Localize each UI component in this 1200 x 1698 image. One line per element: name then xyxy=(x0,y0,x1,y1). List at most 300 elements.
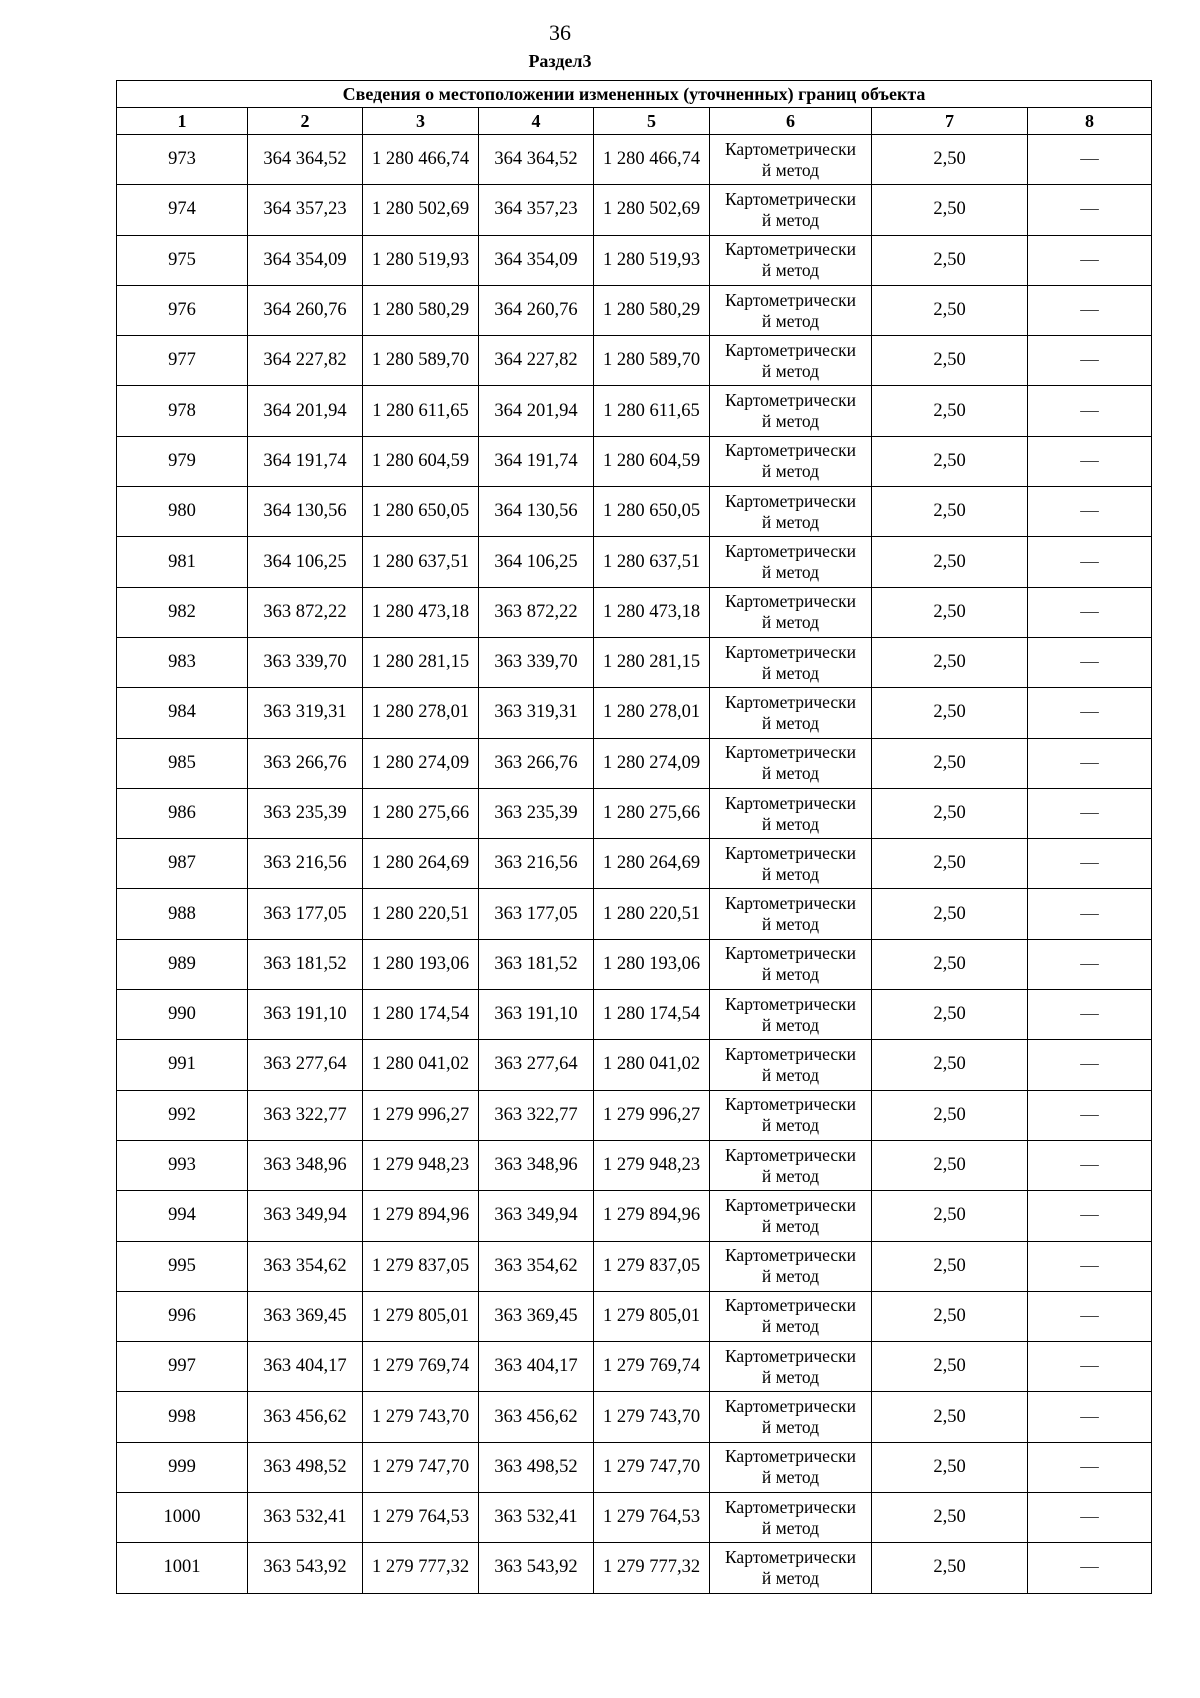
table-row xyxy=(117,1291,1152,1341)
accuracy-cell: 2,50 xyxy=(872,487,1028,537)
description-cell: — xyxy=(1028,738,1152,788)
table-caption: Сведения о местоположении измененных (уточненных) границ объекта xyxy=(117,81,1152,108)
accuracy-cell: 2,50 xyxy=(872,738,1028,788)
x-old-cell: 364 130,56 xyxy=(248,487,363,537)
page-number: 36 xyxy=(549,20,571,45)
accuracy-cell: 2,50 xyxy=(872,537,1028,587)
description-cell: — xyxy=(1028,436,1152,486)
table-row xyxy=(117,1392,1152,1442)
table-row xyxy=(117,939,1152,989)
y-old-cell: 1 279 769,74 xyxy=(363,1342,479,1392)
x-new-cell: 364 357,23 xyxy=(479,185,594,235)
point-number-cell: 981 xyxy=(117,537,248,587)
method-cell xyxy=(710,839,872,889)
method-text-line: Картометрически xyxy=(724,993,857,1014)
description-cell: — xyxy=(1028,637,1152,687)
y-new-cell: 1 279 894,96 xyxy=(594,1191,710,1241)
x-new-cell: 363 191,10 xyxy=(479,990,594,1040)
column-header-3: 3 xyxy=(363,108,479,135)
y-new-cell: 1 280 174,54 xyxy=(594,990,710,1040)
x-new-cell: 363 498,52 xyxy=(479,1442,594,1492)
method-cell xyxy=(710,990,872,1040)
method-cell xyxy=(710,1191,872,1241)
y-new-cell: 1 280 041,02 xyxy=(594,1040,710,1090)
table-row xyxy=(117,285,1152,335)
y-new-cell: 1 279 769,74 xyxy=(594,1342,710,1392)
method-text-line: Картометрически xyxy=(724,1345,857,1366)
method-text-line: й метод xyxy=(761,411,820,432)
table-row xyxy=(117,839,1152,889)
method-text-line: й метод xyxy=(761,1517,820,1538)
x-new-cell: 363 216,56 xyxy=(479,839,594,889)
y-old-cell: 1 279 764,53 xyxy=(363,1493,479,1543)
method-text-line: й метод xyxy=(761,1064,820,1085)
accuracy-cell: 2,50 xyxy=(872,990,1028,1040)
method-cell xyxy=(710,1442,872,1492)
table-row xyxy=(117,990,1152,1040)
method-text-line: Картометрически xyxy=(724,138,857,159)
method-cell xyxy=(710,688,872,738)
method-text-line: й метод xyxy=(761,813,820,834)
y-old-cell: 1 279 777,32 xyxy=(363,1543,479,1593)
method-text-line: Картометрически xyxy=(724,1094,857,1115)
accuracy-cell: 2,50 xyxy=(872,1191,1028,1241)
point-number-cell: 987 xyxy=(117,839,248,889)
method-text-line: й метод xyxy=(761,1266,820,1287)
y-old-cell: 1 280 278,01 xyxy=(363,688,479,738)
x-new-cell: 363 319,31 xyxy=(479,688,594,738)
point-number-cell: 993 xyxy=(117,1140,248,1190)
point-number-cell: 986 xyxy=(117,788,248,838)
x-old-cell: 363 235,39 xyxy=(248,788,363,838)
description-cell: — xyxy=(1028,939,1152,989)
y-new-cell: 1 280 193,06 xyxy=(594,939,710,989)
y-new-cell: 1 280 650,05 xyxy=(594,487,710,537)
column-header-1: 1 xyxy=(117,108,248,135)
x-old-cell: 364 260,76 xyxy=(248,285,363,335)
method-text-line: й метод xyxy=(761,1366,820,1387)
method-text-line: й метод xyxy=(761,511,820,532)
y-old-cell: 1 280 604,59 xyxy=(363,436,479,486)
method-text-line: Картометрически xyxy=(724,1546,857,1567)
method-text-line: й метод xyxy=(761,1215,820,1236)
y-new-cell: 1 280 604,59 xyxy=(594,436,710,486)
method-text-line: Картометрически xyxy=(724,289,857,310)
x-old-cell: 363 191,10 xyxy=(248,990,363,1040)
description-cell: — xyxy=(1028,1493,1152,1543)
method-text-line: Картометрически xyxy=(724,742,857,763)
accuracy-cell: 2,50 xyxy=(872,688,1028,738)
x-old-cell: 364 364,52 xyxy=(248,135,363,185)
table-row xyxy=(117,1493,1152,1543)
description-cell: — xyxy=(1028,1040,1152,1090)
description-cell: — xyxy=(1028,788,1152,838)
method-text-line: й метод xyxy=(761,712,820,733)
accuracy-cell: 2,50 xyxy=(872,1493,1028,1543)
description-cell: — xyxy=(1028,336,1152,386)
description-cell: — xyxy=(1028,1342,1152,1392)
x-new-cell: 364 227,82 xyxy=(479,336,594,386)
x-old-cell: 363 339,70 xyxy=(248,637,363,687)
point-number-cell: 1001 xyxy=(117,1543,248,1593)
method-text-line: Картометрически xyxy=(724,541,857,562)
table-row xyxy=(117,688,1152,738)
description-cell: — xyxy=(1028,1090,1152,1140)
method-cell xyxy=(710,889,872,939)
method-text-line: й метод xyxy=(761,914,820,935)
accuracy-cell: 2,50 xyxy=(872,1392,1028,1442)
x-new-cell: 363 543,92 xyxy=(479,1543,594,1593)
method-cell xyxy=(710,738,872,788)
y-old-cell: 1 279 805,01 xyxy=(363,1291,479,1341)
x-old-cell: 363 322,77 xyxy=(248,1090,363,1140)
x-old-cell: 364 106,25 xyxy=(248,537,363,587)
table-row xyxy=(117,1140,1152,1190)
x-old-cell: 363 349,94 xyxy=(248,1191,363,1241)
method-text-line: Картометрически xyxy=(724,943,857,964)
column-header-7: 7 xyxy=(872,108,1028,135)
accuracy-cell: 2,50 xyxy=(872,386,1028,436)
method-text-line: Картометрически xyxy=(724,339,857,360)
y-new-cell: 1 280 278,01 xyxy=(594,688,710,738)
x-old-cell: 363 369,45 xyxy=(248,1291,363,1341)
description-cell: — xyxy=(1028,688,1152,738)
point-number-cell: 975 xyxy=(117,235,248,285)
x-new-cell: 363 532,41 xyxy=(479,1493,594,1543)
method-cell xyxy=(710,587,872,637)
y-old-cell: 1 280 650,05 xyxy=(363,487,479,537)
x-old-cell: 363 456,62 xyxy=(248,1392,363,1442)
description-cell: — xyxy=(1028,235,1152,285)
x-new-cell: 364 191,74 xyxy=(479,436,594,486)
y-new-cell: 1 280 502,69 xyxy=(594,185,710,235)
column-header-5: 5 xyxy=(594,108,710,135)
method-text-line: Картометрически xyxy=(724,1144,857,1165)
method-cell xyxy=(710,235,872,285)
table-row xyxy=(117,587,1152,637)
y-new-cell: 1 279 747,70 xyxy=(594,1442,710,1492)
y-new-cell: 1 279 996,27 xyxy=(594,1090,710,1140)
point-number-cell: 991 xyxy=(117,1040,248,1090)
description-cell: — xyxy=(1028,1291,1152,1341)
y-new-cell: 1 279 777,32 xyxy=(594,1543,710,1593)
y-old-cell: 1 279 837,05 xyxy=(363,1241,479,1291)
column-header-row xyxy=(117,108,1152,135)
method-text-line: Картометрически xyxy=(724,591,857,612)
method-text-line: Картометрически xyxy=(724,239,857,260)
table-row xyxy=(117,889,1152,939)
method-text-line: й метод xyxy=(761,310,820,331)
accuracy-cell: 2,50 xyxy=(872,1040,1028,1090)
point-number-cell: 977 xyxy=(117,336,248,386)
method-cell xyxy=(710,285,872,335)
method-text-line: й метод xyxy=(761,461,820,482)
x-new-cell: 363 235,39 xyxy=(479,788,594,838)
method-text-line: Картометрически xyxy=(724,641,857,662)
y-new-cell: 1 280 466,74 xyxy=(594,135,710,185)
column-header-2: 2 xyxy=(248,108,363,135)
x-new-cell: 364 106,25 xyxy=(479,537,594,587)
x-new-cell: 364 364,52 xyxy=(479,135,594,185)
x-old-cell: 363 216,56 xyxy=(248,839,363,889)
y-new-cell: 1 279 805,01 xyxy=(594,1291,710,1341)
method-text-line: Картометрически xyxy=(724,792,857,813)
description-cell: — xyxy=(1028,1543,1152,1593)
y-old-cell: 1 280 275,66 xyxy=(363,788,479,838)
y-old-cell: 1 279 996,27 xyxy=(363,1090,479,1140)
x-new-cell: 363 349,94 xyxy=(479,1191,594,1241)
method-cell xyxy=(710,1493,872,1543)
y-new-cell: 1 279 948,23 xyxy=(594,1140,710,1190)
method-cell xyxy=(710,788,872,838)
method-text-line: й метод xyxy=(761,612,820,633)
section-title: Раздел3 xyxy=(528,51,592,71)
point-number-cell: 997 xyxy=(117,1342,248,1392)
point-number-cell: 989 xyxy=(117,939,248,989)
y-new-cell: 1 279 837,05 xyxy=(594,1241,710,1291)
description-cell: — xyxy=(1028,587,1152,637)
y-old-cell: 1 280 473,18 xyxy=(363,587,479,637)
method-text-line: й метод xyxy=(761,562,820,583)
y-new-cell: 1 280 281,15 xyxy=(594,637,710,687)
method-cell xyxy=(710,1040,872,1090)
table-row xyxy=(117,537,1152,587)
x-old-cell: 363 181,52 xyxy=(248,939,363,989)
y-old-cell: 1 280 041,02 xyxy=(363,1040,479,1090)
point-number-cell: 996 xyxy=(117,1291,248,1341)
method-text-line: Картометрически xyxy=(724,1396,857,1417)
x-old-cell: 364 201,94 xyxy=(248,386,363,436)
x-old-cell: 363 348,96 xyxy=(248,1140,363,1190)
y-old-cell: 1 280 220,51 xyxy=(363,889,479,939)
point-number-cell: 988 xyxy=(117,889,248,939)
x-old-cell: 363 354,62 xyxy=(248,1241,363,1291)
x-new-cell: 363 266,76 xyxy=(479,738,594,788)
x-old-cell: 364 227,82 xyxy=(248,336,363,386)
method-text-line: Картометрически xyxy=(724,893,857,914)
y-new-cell: 1 280 264,69 xyxy=(594,839,710,889)
point-number-cell: 994 xyxy=(117,1191,248,1241)
accuracy-cell: 2,50 xyxy=(872,436,1028,486)
table-row xyxy=(117,1040,1152,1090)
description-cell: — xyxy=(1028,386,1152,436)
y-old-cell: 1 279 747,70 xyxy=(363,1442,479,1492)
x-old-cell: 363 543,92 xyxy=(248,1543,363,1593)
method-text-line: й метод xyxy=(761,1567,820,1588)
method-text-line: Картометрически xyxy=(724,1446,857,1467)
description-cell: — xyxy=(1028,1442,1152,1492)
method-cell xyxy=(710,637,872,687)
accuracy-cell: 2,50 xyxy=(872,839,1028,889)
method-text-line: Картометрически xyxy=(724,1043,857,1064)
method-cell xyxy=(710,185,872,235)
method-text-line: Картометрически xyxy=(724,440,857,461)
accuracy-cell: 2,50 xyxy=(872,1342,1028,1392)
accuracy-cell: 2,50 xyxy=(872,1543,1028,1593)
point-number-cell: 985 xyxy=(117,738,248,788)
table-row xyxy=(117,637,1152,687)
x-new-cell: 363 369,45 xyxy=(479,1291,594,1341)
point-number-cell: 995 xyxy=(117,1241,248,1291)
method-text-line: Картометрически xyxy=(724,1194,857,1215)
x-new-cell: 363 177,05 xyxy=(479,889,594,939)
y-new-cell: 1 280 611,65 xyxy=(594,386,710,436)
accuracy-cell: 2,50 xyxy=(872,185,1028,235)
table-row xyxy=(117,1442,1152,1492)
y-new-cell: 1 280 519,93 xyxy=(594,235,710,285)
table-row xyxy=(117,235,1152,285)
y-old-cell: 1 280 519,93 xyxy=(363,235,479,285)
method-text-line: Картометрически xyxy=(724,390,857,411)
y-old-cell: 1 280 174,54 xyxy=(363,990,479,1040)
y-old-cell: 1 280 589,70 xyxy=(363,336,479,386)
x-new-cell: 363 339,70 xyxy=(479,637,594,687)
y-old-cell: 1 280 637,51 xyxy=(363,537,479,587)
method-cell xyxy=(710,487,872,537)
x-new-cell: 363 354,62 xyxy=(479,1241,594,1291)
x-old-cell: 363 404,17 xyxy=(248,1342,363,1392)
table-row xyxy=(117,788,1152,838)
accuracy-cell: 2,50 xyxy=(872,235,1028,285)
point-number-cell: 1000 xyxy=(117,1493,248,1543)
y-old-cell: 1 280 264,69 xyxy=(363,839,479,889)
table-row xyxy=(117,336,1152,386)
method-cell xyxy=(710,436,872,486)
y-new-cell: 1 280 637,51 xyxy=(594,537,710,587)
point-number-cell: 983 xyxy=(117,637,248,687)
method-text-line: Картометрически xyxy=(724,691,857,712)
y-old-cell: 1 280 281,15 xyxy=(363,637,479,687)
method-cell xyxy=(710,386,872,436)
method-text-line: Картометрически xyxy=(724,188,857,209)
method-text-line: й метод xyxy=(761,1417,820,1438)
description-cell: — xyxy=(1028,1392,1152,1442)
method-cell xyxy=(710,1291,872,1341)
description-cell: — xyxy=(1028,537,1152,587)
table-row xyxy=(117,1543,1152,1593)
x-new-cell: 364 201,94 xyxy=(479,386,594,436)
boundary-coordinates-table xyxy=(116,80,1152,1594)
x-new-cell: 364 354,09 xyxy=(479,235,594,285)
x-old-cell: 364 354,09 xyxy=(248,235,363,285)
x-new-cell: 364 130,56 xyxy=(479,487,594,537)
x-old-cell: 363 319,31 xyxy=(248,688,363,738)
y-new-cell: 1 280 220,51 xyxy=(594,889,710,939)
description-cell: — xyxy=(1028,1140,1152,1190)
method-text-line: Картометрически xyxy=(724,842,857,863)
description-cell: — xyxy=(1028,285,1152,335)
method-text-line: й метод xyxy=(761,964,820,985)
accuracy-cell: 2,50 xyxy=(872,587,1028,637)
x-old-cell: 363 872,22 xyxy=(248,587,363,637)
method-text-line: й метод xyxy=(761,1316,820,1337)
accuracy-cell: 2,50 xyxy=(872,1140,1028,1190)
method-cell xyxy=(710,135,872,185)
x-old-cell: 363 266,76 xyxy=(248,738,363,788)
point-number-cell: 984 xyxy=(117,688,248,738)
column-header-6: 6 xyxy=(710,108,872,135)
table-row xyxy=(117,185,1152,235)
method-text-line: й метод xyxy=(761,209,820,230)
accuracy-cell: 2,50 xyxy=(872,336,1028,386)
accuracy-cell: 2,50 xyxy=(872,135,1028,185)
point-number-cell: 973 xyxy=(117,135,248,185)
method-cell xyxy=(710,336,872,386)
method-text-line: й метод xyxy=(761,360,820,381)
table-row xyxy=(117,1241,1152,1291)
table-body xyxy=(117,135,1152,1594)
table-row xyxy=(117,1090,1152,1140)
method-text-line: й метод xyxy=(761,863,820,884)
y-new-cell: 1 279 743,70 xyxy=(594,1392,710,1442)
accuracy-cell: 2,50 xyxy=(872,637,1028,687)
y-new-cell: 1 280 473,18 xyxy=(594,587,710,637)
point-number-cell: 998 xyxy=(117,1392,248,1442)
y-new-cell: 1 280 275,66 xyxy=(594,788,710,838)
method-cell xyxy=(710,1543,872,1593)
table-row xyxy=(117,436,1152,486)
method-cell xyxy=(710,537,872,587)
description-cell: — xyxy=(1028,889,1152,939)
method-text-line: й метод xyxy=(761,260,820,281)
x-old-cell: 363 532,41 xyxy=(248,1493,363,1543)
table-row xyxy=(117,1191,1152,1241)
y-old-cell: 1 279 743,70 xyxy=(363,1392,479,1442)
accuracy-cell: 2,50 xyxy=(872,1291,1028,1341)
column-header-8: 8 xyxy=(1028,108,1152,135)
point-number-cell: 976 xyxy=(117,285,248,335)
method-text-line: Картометрически xyxy=(724,1496,857,1517)
description-cell: — xyxy=(1028,1191,1152,1241)
method-text-line: й метод xyxy=(761,1467,820,1488)
y-new-cell: 1 280 580,29 xyxy=(594,285,710,335)
x-new-cell: 363 872,22 xyxy=(479,587,594,637)
x-new-cell: 363 348,96 xyxy=(479,1140,594,1190)
method-text-line: й метод xyxy=(761,1115,820,1136)
description-cell: — xyxy=(1028,185,1152,235)
column-header-4: 4 xyxy=(479,108,594,135)
method-cell xyxy=(710,1140,872,1190)
point-number-cell: 980 xyxy=(117,487,248,537)
accuracy-cell: 2,50 xyxy=(872,889,1028,939)
y-old-cell: 1 279 948,23 xyxy=(363,1140,479,1190)
method-text-line: й метод xyxy=(761,159,820,180)
method-cell xyxy=(710,939,872,989)
accuracy-cell: 2,50 xyxy=(872,788,1028,838)
table-row xyxy=(117,135,1152,185)
table-row xyxy=(117,487,1152,537)
method-text-line: й метод xyxy=(761,662,820,683)
point-number-cell: 978 xyxy=(117,386,248,436)
point-number-cell: 982 xyxy=(117,587,248,637)
y-old-cell: 1 280 580,29 xyxy=(363,285,479,335)
x-new-cell: 364 260,76 xyxy=(479,285,594,335)
y-new-cell: 1 279 764,53 xyxy=(594,1493,710,1543)
y-old-cell: 1 280 611,65 xyxy=(363,386,479,436)
point-number-cell: 974 xyxy=(117,185,248,235)
y-old-cell: 1 280 274,09 xyxy=(363,738,479,788)
y-old-cell: 1 280 193,06 xyxy=(363,939,479,989)
method-text-line: Картометрически xyxy=(724,1245,857,1266)
y-new-cell: 1 280 589,70 xyxy=(594,336,710,386)
accuracy-cell: 2,50 xyxy=(872,939,1028,989)
table-row xyxy=(117,386,1152,436)
method-text-line: й метод xyxy=(761,1165,820,1186)
method-text-line: Картометрически xyxy=(724,1295,857,1316)
x-new-cell: 363 322,77 xyxy=(479,1090,594,1140)
description-cell: — xyxy=(1028,839,1152,889)
method-text-line: Картометрически xyxy=(724,490,857,511)
